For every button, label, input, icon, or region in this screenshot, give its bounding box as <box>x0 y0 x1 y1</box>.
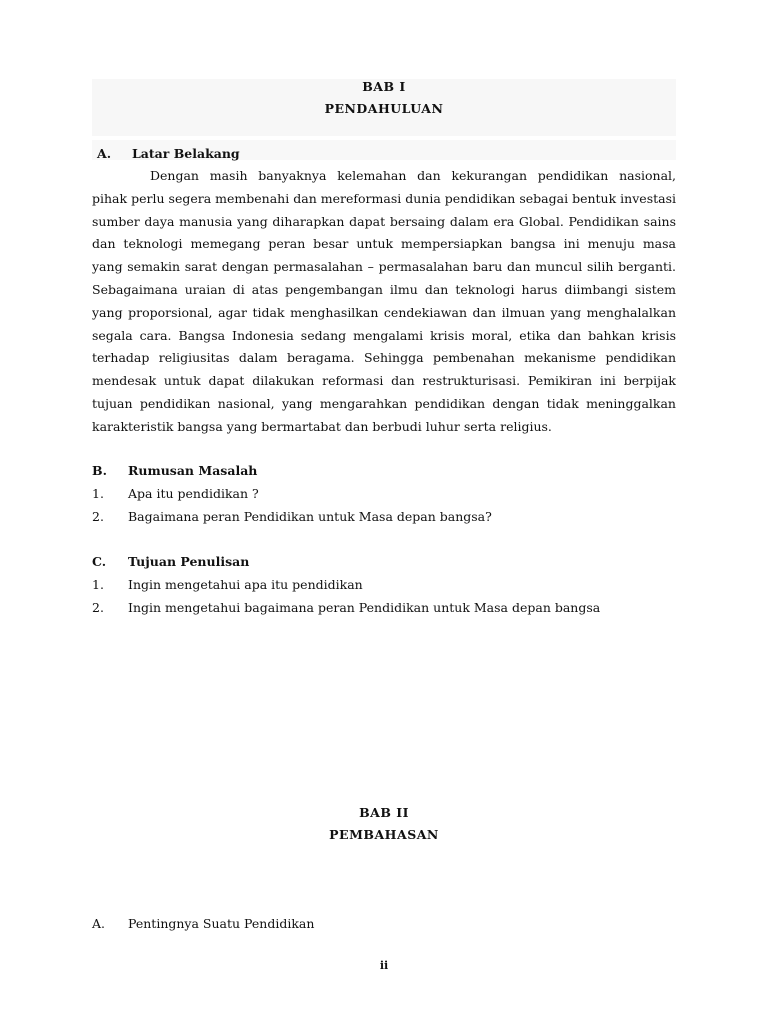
section-heading: Rumusan Masalah <box>128 463 258 478</box>
paragraph-line: Dengan masih banyaknya kelemahan dan kekurangan pendidikan nasional, <box>150 168 676 183</box>
paragraph-line: segala cara. Bangsa Indonesia sedang mengalami krisis moral, etika dan bahkan krisis <box>92 327 676 343</box>
chapter-title: PEMBAHASAN <box>329 827 439 842</box>
paragraph-line: karakteristik bangsa yang bermartabat dan berbudi luhur serta religius. <box>92 418 552 434</box>
list-item: Bagaimana peran Pendidikan untuk Masa depan bangsa? <box>128 509 492 524</box>
section-letter: B. <box>92 463 107 478</box>
chapter-label: BAB I <box>362 79 406 94</box>
paragraph-line: yang semakin sarat dengan permasalahan – permasalahan baru dan muncul silih berganti. <box>92 259 676 275</box>
paragraph-line: sumber daya manusia yang diharapkan dapat bersaing dalam era Global. Pendidikan sains <box>92 213 676 229</box>
list-item: Apa itu pendidikan ? <box>128 486 259 501</box>
section-heading: Pentingnya Suatu Pendidikan <box>128 916 315 931</box>
list-item: Ingin mengetahui apa itu pendidikan <box>128 577 363 592</box>
paragraph-line: pihak perlu segera membenahi dan mereformasi dunia pendidikan sebagai bentuk investasi <box>92 190 676 206</box>
section-heading: Latar Belakang <box>132 146 240 161</box>
chapter-title: PENDAHULUAN <box>324 101 444 116</box>
paragraph-line: Sebagaimana uraian di atas pengembangan ilmu dan teknologi harus diimbangi sistem <box>92 281 676 297</box>
list-item: Ingin mengetahui bagaimana peran Pendidikan untuk Masa depan bangsa <box>128 600 601 615</box>
paragraph-line: tujuan pendidikan nasional, yang mengarahkan pendidikan dengan tidak meninggalkan <box>92 395 676 411</box>
list-number: 2. <box>92 600 104 615</box>
section-letter: C. <box>92 554 107 569</box>
list-number: 1. <box>92 486 104 501</box>
section-letter: A. <box>92 916 106 931</box>
section-heading: Tujuan Penulisan <box>128 554 250 569</box>
section-letter: A. <box>97 146 112 161</box>
paragraph-line: yang proporsional, agar tidak menghasilkan cendekiawan dan ilmuan yang menghalalkan <box>92 304 676 320</box>
paragraph-line: dan teknologi memegang peran besar untuk mempersiapkan bangsa ini menuju masa <box>92 236 676 252</box>
paragraph-line: mendesak untuk dapat dilakukan reformasi dan restrukturisasi. Pemikiran ini berpijak <box>92 373 676 389</box>
list-number: 2. <box>92 509 104 524</box>
paragraph-line: terhadap religiusitas dalam beragama. Sehingga pembenahan mekanisme pendidikan <box>92 350 676 366</box>
background-paragraph <box>92 165 676 439</box>
list-number: 1. <box>92 577 104 592</box>
page-number: ii <box>379 959 389 972</box>
chapter-label: BAB II <box>359 805 409 820</box>
